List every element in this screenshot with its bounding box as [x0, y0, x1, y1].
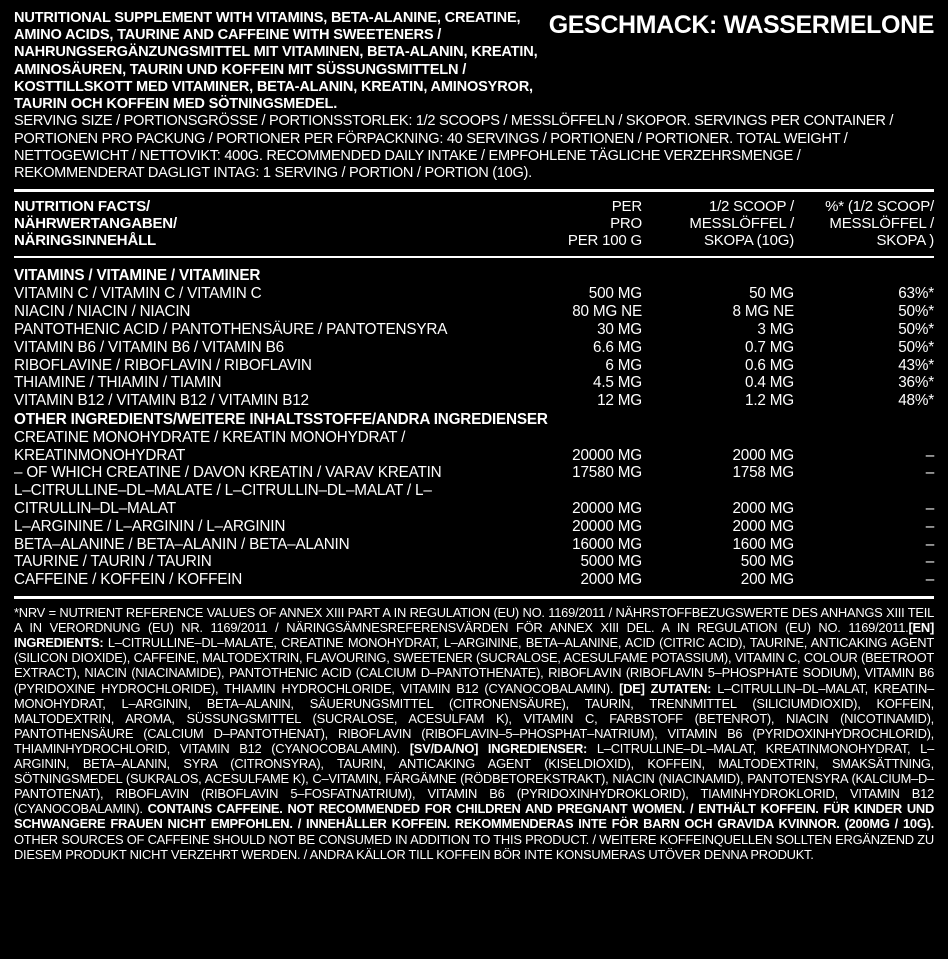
row-name: VITAMIN C / VITAMIN C / VITAMIN C	[14, 285, 262, 303]
row-per100: 500 MG	[588, 285, 642, 303]
nutrition-table-body-wrap	[14, 264, 934, 589]
column-header-name-line3: NÄRINGSINNEHÅLL	[14, 232, 156, 250]
row-per100: 6.6 MG	[593, 338, 642, 356]
row-scoop: 200 MG	[740, 571, 794, 589]
row-per100: 4.5 MG	[593, 374, 642, 392]
table-row	[14, 321, 934, 339]
row-per100: 5000 MG	[580, 553, 642, 571]
row-nrv: 48%*	[898, 392, 934, 410]
table-header-row	[14, 198, 934, 249]
table-row	[14, 357, 934, 375]
column-header-nrv-line3: SKOPA )	[876, 232, 934, 250]
row-scoop: 1758 MG	[732, 464, 794, 482]
row-scoop: 8 MG NE	[732, 303, 794, 321]
row-name: – OF WHICH CREATINE / DAVON KREATIN / VARAV KREATIN	[14, 464, 442, 482]
row-per100: 6 MG	[605, 356, 642, 374]
nutrition-table	[14, 198, 934, 249]
row-name: L–ARGININE / L–ARGININ / L–ARGININ	[14, 517, 286, 535]
section-title-other-ingredients: OTHER INGREDIENTS/WEITERE INHALTSSTOFFE/ANDRA INGREDIENSER	[14, 410, 548, 428]
row-name: BETA–ALANINE / BETA–ALANIN / BETA–ALANIN	[14, 535, 350, 553]
column-header-per100	[494, 198, 642, 249]
row-per100: 20000 MG	[572, 446, 642, 464]
row-name: L–CITRULLINE–DL–MALATE / L–CITRULLIN–DL–MALAT / L–CITRULLIN–DL–MALAT	[14, 482, 432, 518]
row-scoop: 500 MG	[740, 553, 794, 571]
header-divider	[14, 189, 934, 192]
column-header-scoop	[642, 198, 794, 249]
row-nrv: 43%*	[898, 356, 934, 374]
column-header-name-line2: NÄHRWERTANGABEN/	[14, 215, 177, 233]
row-nrv: –	[925, 464, 934, 482]
row-nrv: –	[925, 517, 934, 535]
table-row	[14, 392, 934, 410]
section-heading-row	[14, 410, 934, 429]
row-nrv: 36%*	[898, 374, 934, 392]
column-header-scoop-line2: MESSLÖFFEL /	[689, 215, 794, 233]
column-header-name-line1: NUTRITION FACTS/	[14, 198, 150, 216]
row-scoop: 0.7 MG	[745, 338, 794, 356]
row-name: CAFFEINE / KOFFEIN / KOFFEIN	[14, 571, 243, 589]
row-name: THIAMINE / THIAMIN / TIAMIN	[14, 374, 222, 392]
serving-information: SERVING SIZE / PORTIONSGRÖSSE / PORTIONSSTORLEK: 1/2 SCOOPS / MESSLÖFFELN / SKOPOR. SERVINGS PER CONTAINER / PORTIONEN PRO PACKUNG / PORTIONER PER FÖRPACKNING: 40 SERVINGS / PORTIONEN / PORTIONER. TOTAL WEIGHT / NETTOGEWICHT / NETTOVIKT: 400G. RECOMMENDED DAILY INTAKE / EMPFOHLENE TÄGLICHE VERZEHRSMENGE / REKOMMENDERAT DAGLIGT INTAG: 1 SERVING / PORTION / PORTION (10G).	[14, 113, 894, 181]
row-scoop: 2000 MG	[732, 446, 794, 464]
ingredients-sv-text: L–CITRULLINE–DL–MALAT, KREATINMONOHYDRAT, L–ARGININ, BETA–ALANIN, SYRA (CITRONSYRA), TAURIN, ANTICAKING AGENT (KISELDIOXID), KOFFEIN, MALTODEXTRIN, SMAKSÄTTNING, SÖTNINGSMEDEL (SUKRALOS, ACESULFAME K), C–VITAMIN, FÄRGÄMNE (RÖDBETOREKSTRAKT), NIACIN (NIACINAMID), PANTOTENSYRA (KALCIUM–D–PANTOTENAT), RIBOFLAVIN (RIBOFLAVIN 5–FOSFATNATRIUM), VITAMIN B6 (PYRIDOXINHYDROKLORID), TIAMINHYDROKLORID, VITAMIN B12 (CYANOCOBALAMIN).	[14, 740, 935, 817]
row-nrv: 50%*	[898, 338, 934, 356]
row-scoop: 1.2 ΜG	[745, 392, 794, 410]
nutrition-table-head	[14, 198, 934, 249]
row-scoop: 50 MG	[749, 285, 794, 303]
row-per100: 30 MG	[597, 320, 642, 338]
row-nrv: 50%*	[898, 320, 934, 338]
table-footer-divider	[14, 596, 934, 599]
row-name: NIACIN / NIACIN / NIACIN	[14, 303, 191, 321]
caffeine-warning-label: CONTAINS CAFFEINE. NOT RECOMMENDED FOR CHILDREN AND PREGNANT WOMEN. / ENTHÄLT KOFFEIN. FÜR KINDER UND SCHWANGERE FRAUEN NICHT EMPFOHLEN. / INNEHÅLLER KOFFEIN. REKOMMENDERAS INTE FÖR BARN OCH GRAVIDA KVINNOR. (200MG / 10G).	[14, 801, 934, 832]
column-header-per100-line3: PER 100 G	[567, 232, 642, 250]
row-nrv: –	[925, 446, 934, 464]
table-row	[14, 571, 934, 589]
nrv-footnote-text: *NRV = NUTRIENT REFERENCE VALUES OF ANNEX XIII PART A IN REGULATION (EU) NO. 1169/2011 / NÄHRSTOFFBEZUGSWERTE DES ANHANGS XIII TEIL A IN VERORDNUNG (EU) NR. 1169/2011 / NÄRINGSÄMNESREFERENSVÄRDEN FÖR ANNEX XIII DEL. A IN REGULATION (EU) NO. 1169/2011.	[14, 605, 934, 636]
row-nrv: –	[925, 553, 934, 571]
row-per100: 20000 MG	[572, 517, 642, 535]
ingredients-en-label: [EN] INGREDIENTS:	[14, 620, 934, 651]
table-row	[14, 339, 934, 357]
table-row	[14, 553, 934, 571]
row-per100: 16000 MG	[572, 535, 642, 553]
section-title-vitamins: VITAMINS / VITAMINE / VITAMINER	[14, 267, 261, 285]
row-per100: 20000 MG	[572, 500, 642, 518]
row-name: CREATINE MONOHYDRATE / KREATIN MONOHYDRAT / KREATINMONOHYDRAT	[14, 428, 406, 464]
row-scoop: 2000 MG	[732, 517, 794, 535]
column-header-per100-line2: PRO	[610, 215, 642, 233]
table-row	[14, 429, 934, 465]
table-row	[14, 482, 934, 518]
caffeine-warning-text: OTHER SOURCES OF CAFFEINE SHOULD NOT BE CONSUMED IN ADDITION TO THIS PRODUCT. / WEITERE KOFFEINQUELLEN SOLLTEN ERGÄNZEND ZU DIESEM PRODUKT NICHT VERZEHRT WERDEN. / ANDRA KÄLLOR TILL KOFFEIN BÖR INTE KONSUMERAS UTÖVER DENNA PRODUKT.	[14, 831, 934, 862]
nutrition-table-body	[14, 264, 934, 589]
ingredients-en-text: L–CITRULLINE–DL–MALATE, CREATINE MONOHYDRAT, L–ARGININE, BETA–ALANINE, ACID (CITRIC ACID), TAURINE, ANTICAKING AGENT (SILICON DIOXIDE), CAFFEINE, MALTODEXTRIN, FLAVOURING, SWEETENER (SUCRALOSE, ACESULFAME POTASSIUM), VITAMIN C, COLOUR (BEETROOT EXTRACT), NIACIN (NIACINAMIDE), PANTOTHENIC ACID (CALCIUM D–PANTOTHENATE), RIBOFLAVIN (RIBOFLAVIN 5–PHOSPHATE SODIUM), VITAMIN B6 (PYRIDOXINE HYDROCHLORIDE), THIAMIN HYDROCHLORIDE, VITAMIN B12 (CYANOCOBALAMIN).	[14, 635, 934, 696]
row-scoop: 0.6 MG	[745, 356, 794, 374]
row-nrv: –	[925, 535, 934, 553]
column-header-name	[14, 198, 494, 249]
row-name: TAURINE / TAURIN / TAURIN	[14, 553, 212, 571]
row-scoop: 0.4 MG	[745, 374, 794, 392]
product-description: NUTRITIONAL SUPPLEMENT WITH VITAMINS, BETA-ALANINE, CREATINE, AMINO ACIDS, TAURINE AND CAFFEINE WITH SWEETENERS / NAHRUNGSERGÄNZUNGSMITTEL MIT VITAMINEN, BETA-ALANIN, KREATIN, AMINOSÄUREN, TAURIN UND KOFFEIN MIT SÜSSUNGSMITTELN / KOSTTILLSKOTT MED VITAMINER, BETA-ALANIN, KREATIN, AMINOSYROR, TAURIN OCH KOFFEIN MED SÖTNINGSMEDEL.	[14, 10, 538, 113]
label-header	[14, 10, 934, 113]
row-per100: 80 MG NE	[572, 303, 642, 321]
row-per100: 12 ΜG	[597, 392, 642, 410]
table-row	[14, 303, 934, 321]
row-name: RIBOFLAVINE / RIBOFLAVIN / RIBOFLAVIN	[14, 356, 312, 374]
table-row	[14, 518, 934, 536]
ingredients-de-label: [DE] ZUTATEN:	[619, 680, 712, 696]
table-row	[14, 285, 934, 303]
row-scoop: 2000 MG	[732, 500, 794, 518]
table-row	[14, 374, 934, 392]
row-scoop: 3 MG	[757, 320, 794, 338]
row-name: PANTOTHENIC ACID / PANTOTHENSÄURE / PANTOTENSYRA	[14, 320, 448, 338]
column-header-per100-line1: PER	[611, 198, 642, 216]
row-nrv: –	[925, 571, 934, 589]
row-per100: 2000 MG	[580, 571, 642, 589]
row-name: VITAMIN B6 / VITAMIN B6 / VITAMIN B6	[14, 338, 284, 356]
row-nrv: 63%*	[898, 285, 934, 303]
nrv-footnote	[14, 605, 934, 862]
column-header-nrv-line1: %* (1/2 SCOOP/	[825, 198, 934, 216]
footnotes-block	[14, 605, 934, 862]
row-name: VITAMIN B12 / VITAMIN B12 / VITAMIN B12	[14, 392, 309, 410]
section-heading-row	[14, 264, 934, 285]
ingredients-de-text: L–CITRULLIN–DL–MALAT, KREATIN–MONOHYDRAT, L–ARGININ, BETA–ALANIN, SÄUERUNGSMITTEL (CITRONENSÄURE), TAURIN, TRENNMITTEL (SILICIUMDIOXID), KOFFEIN, MALTODEXTRIN, AROMA, SÜSSUNGSMITTEL (SUCRALOSE, ACESULFAM K), VITAMIN C, FARBSTOFF (BETENROT), NIACIN (NICOTINAMID), PANTOTHENSÄURE (CALCIUM D–PANTOTHENAT), RIBOFLAVIN (RIBOFLAVIN–5–PHOSPHAT–NATRIUM), VITAMIN B6 (PYRIDOXINHYDROCHLORID), THIAMINHYDROCHLORID, VITAMIN B12 (CYANOCOBALAMIN).	[14, 680, 934, 756]
column-header-nrv	[794, 198, 934, 249]
ingredients-sv-label: [SV/DA/NO] INGREDIENSER:	[409, 740, 588, 756]
table-head-divider	[14, 256, 934, 258]
row-nrv: –	[925, 500, 934, 518]
table-row	[14, 536, 934, 554]
column-header-nrv-line2: MESSLÖFFEL /	[829, 215, 934, 233]
row-scoop: 1600 MG	[732, 535, 794, 553]
row-nrv: 50%*	[898, 303, 934, 321]
column-header-scoop-line3: SKOPA (10G)	[703, 232, 794, 250]
column-header-scoop-line1: 1/2 SCOOP /	[708, 198, 794, 216]
table-row	[14, 464, 934, 482]
flavour-title: GESCHMACK: WASSERMELONE	[548, 11, 934, 39]
row-per100: 17580 MG	[572, 464, 642, 482]
